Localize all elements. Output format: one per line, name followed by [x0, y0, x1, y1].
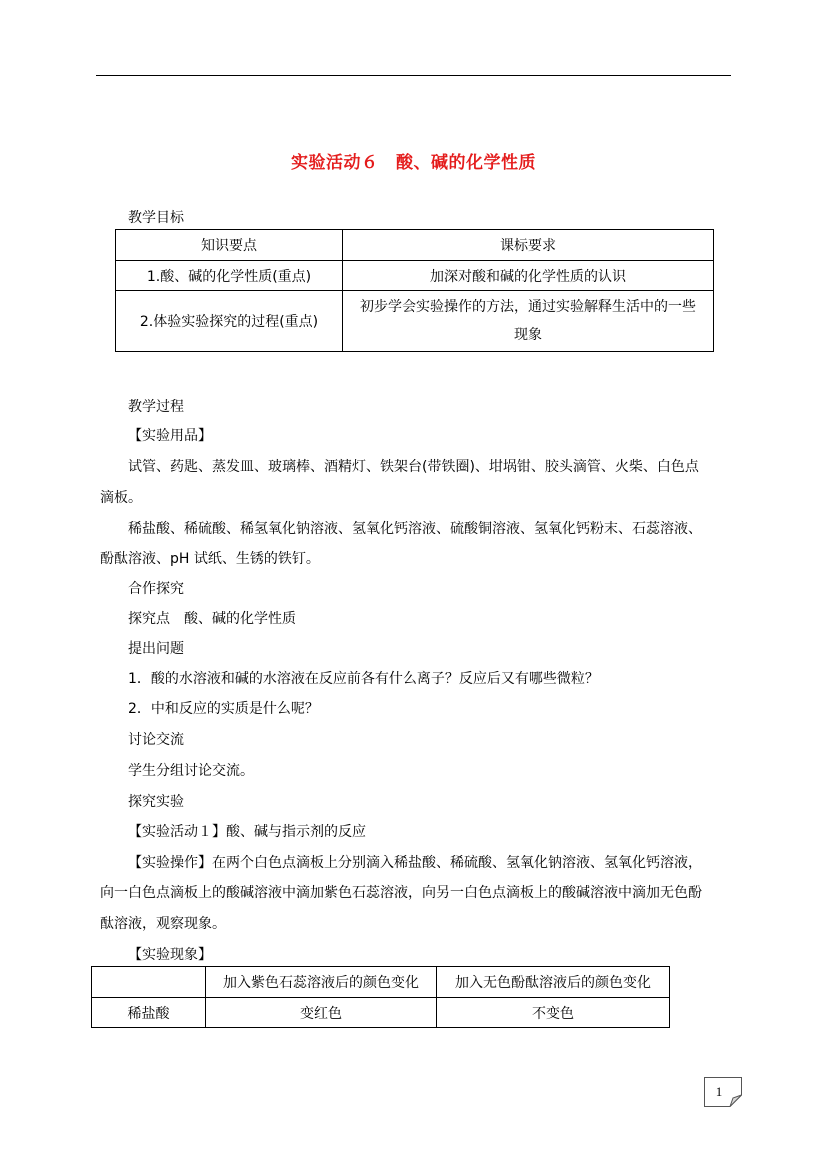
- table-cell: 2.体验实验探究的过程(重点): [116, 291, 343, 352]
- page-number: 1: [715, 1084, 723, 1099]
- table-cell: 加深对酸和碱的化学性质的认识: [343, 261, 714, 291]
- goals-table: [115, 229, 714, 352]
- paragraph-line: 酚酞溶液、pH 试纸、生锈的铁钉。: [100, 551, 320, 567]
- table-cell: 1.酸、碱的化学性质(重点): [116, 261, 343, 291]
- table-header-row: [116, 230, 714, 261]
- paragraph-line: 【实验操作】在两个白色点滴板上分别滴入稀盐酸、稀硫酸、氢氧化钠溶液、氢氧化钙溶液，: [128, 855, 702, 871]
- explore-point: 探究点 酸、碱的化学性质: [128, 611, 296, 627]
- table-cell-line: 初步学会实验操作的方法，通过实验解释生活中的一些: [360, 299, 696, 315]
- paragraph-line: 试管、药匙、蒸发皿、玻璃棒、酒精灯、铁架台(带铁圈)、坩埚钳、胶头滴管、火柴、白色点: [128, 459, 699, 475]
- table-cell: [343, 291, 714, 352]
- paragraph-line: 向一白色点滴板上的酸碱溶液中滴加紫色石蕊溶液，向另一白色点滴板上的酸碱溶液中滴加无色酚: [100, 885, 702, 901]
- question-heading: 提出问题: [128, 641, 184, 657]
- phenomenon-table: [91, 966, 670, 1028]
- activity-1-heading: 【实验活动１】酸、碱与指示剂的反应: [128, 824, 366, 840]
- supplies-heading: 【实验用品】: [128, 428, 212, 444]
- paragraph-line: 滴板。: [100, 490, 142, 506]
- paragraph-line: 酞溶液，观察现象。: [100, 916, 226, 932]
- table-row: [116, 291, 714, 352]
- discuss-heading: 讨论交流: [128, 732, 184, 748]
- process-heading: 教学过程: [128, 399, 184, 415]
- page-title: 实验活动６ 酸、碱的化学性质: [291, 153, 536, 173]
- page-number-box: [704, 1077, 742, 1107]
- table-cell-line: 现象: [514, 327, 542, 343]
- table-header-cell: 加入无色酚酞溶液后的颜色变化: [437, 967, 670, 998]
- table-header-cell: [92, 967, 206, 998]
- experiment-heading: 探究实验: [128, 794, 184, 810]
- table-row: [116, 261, 714, 291]
- coop-heading: 合作探究: [128, 581, 184, 597]
- question-2: 2．中和反应的实质是什么呢？: [128, 701, 319, 717]
- paragraph-line: 稀盐酸、稀硫酸、稀氢氧化钠溶液、氢氧化钙溶液、硫酸铜溶液、氢氧化钙粉末、石蕊溶液、: [128, 521, 702, 537]
- table-cell: 不变色: [437, 998, 670, 1028]
- phenomenon-heading: 【实验现象】: [128, 947, 212, 963]
- discuss-text: 学生分组讨论交流。: [128, 763, 254, 779]
- table-cell: 稀盐酸: [92, 998, 206, 1028]
- table-row: [92, 998, 670, 1028]
- table-header-cell: 课标要求: [343, 230, 714, 261]
- goals-heading: 教学目标: [128, 210, 184, 226]
- table-header-cell: 知识要点: [116, 230, 343, 261]
- table-header-row: [92, 967, 670, 998]
- question-1: 1．酸的水溶液和碱的水溶液在反应前各有什么离子？反应后又有哪些微粒？: [128, 671, 599, 687]
- table-cell: 变红色: [206, 998, 437, 1028]
- table-header-cell: 加入紫色石蕊溶液后的颜色变化: [206, 967, 437, 998]
- header-rule: [96, 75, 731, 76]
